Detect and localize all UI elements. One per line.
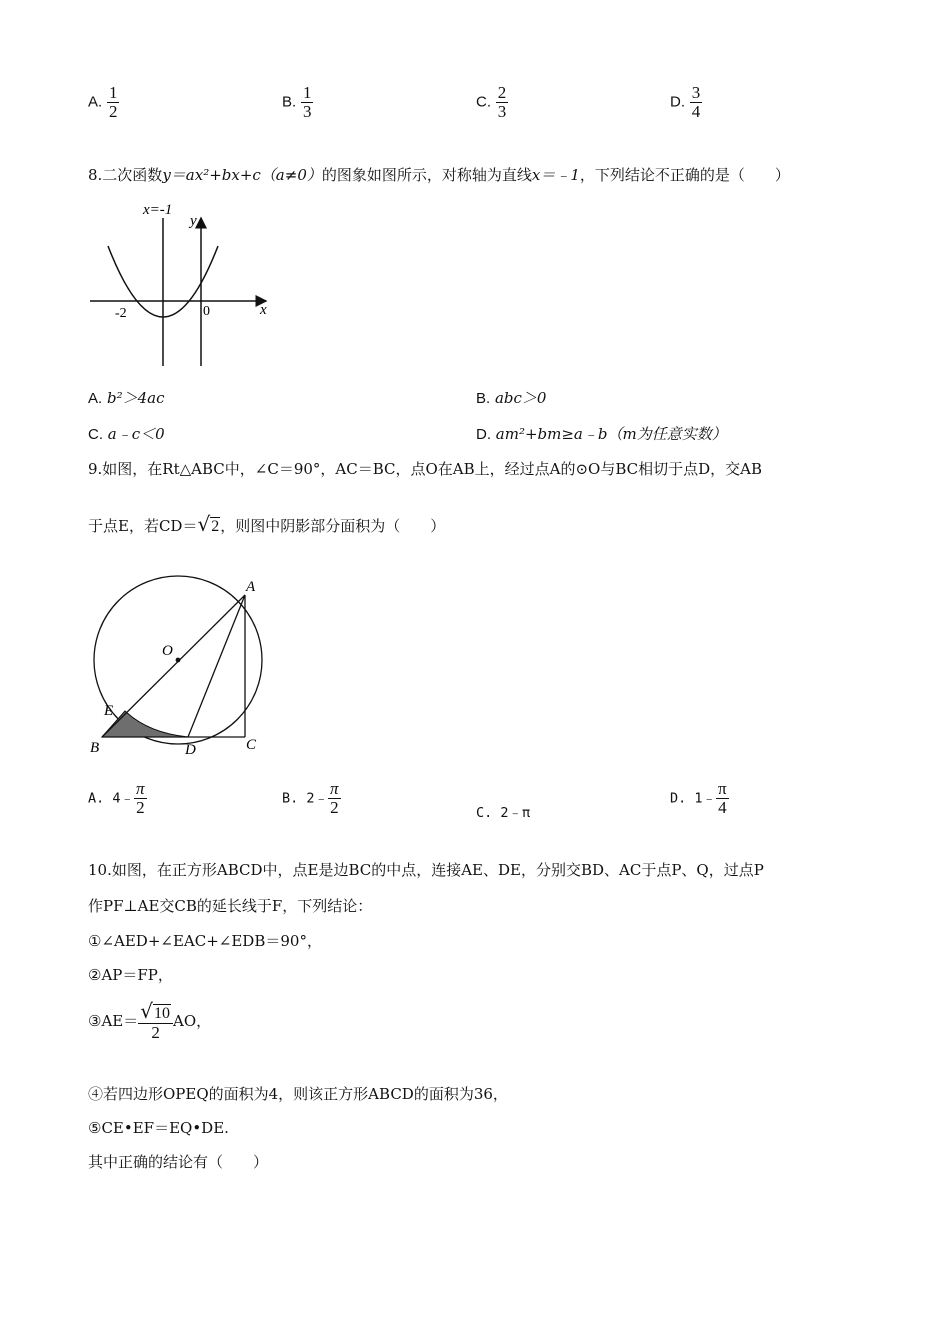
- q7-option-a: [88, 84, 119, 121]
- c3-suffix: AO，: [172, 1012, 212, 1030]
- point-o-label: O: [162, 643, 173, 659]
- numerator: 2: [497, 83, 507, 102]
- q9-stem-part: ，则图中阴影部分面积为（ ）: [220, 517, 446, 535]
- fraction: [496, 84, 509, 121]
- option-label: A.: [88, 390, 103, 407]
- q9-option-b: [282, 780, 341, 817]
- denominator: 4: [716, 798, 729, 817]
- option-label: A.: [88, 790, 105, 807]
- option-label: B.: [476, 390, 491, 407]
- x-axis-label: x: [260, 302, 267, 318]
- q10-question: 其中正确的结论有（ ）: [88, 1153, 269, 1171]
- numerator: 3: [691, 83, 701, 102]
- q9-circle-figure: [88, 565, 288, 760]
- segment-ab: [102, 595, 245, 737]
- q10-conclusion-3: [88, 999, 212, 1042]
- option-text: abc＞0: [494, 389, 547, 407]
- option-label: C.: [88, 426, 103, 443]
- q7-option-d: [670, 84, 702, 121]
- sqrt-10: √10: [140, 999, 170, 1023]
- option-text: a﹣c＜0: [107, 425, 165, 443]
- fraction-sqrt10-over-2: [138, 999, 173, 1042]
- fraction: [134, 780, 147, 817]
- denominator: 3: [497, 102, 507, 121]
- point-c-label: C: [246, 737, 257, 753]
- numerator: 1: [302, 83, 312, 102]
- option-label: D.: [670, 790, 687, 807]
- origin-label: 0: [203, 304, 210, 319]
- denominator: 2: [134, 798, 147, 817]
- fraction: [107, 84, 120, 121]
- q8-stem: [88, 165, 790, 185]
- numerator: π: [330, 779, 339, 798]
- q9-stem-part: 于点E，若CD＝: [88, 517, 198, 535]
- q10-conclusion-5: ⑤CE•EF＝EQ•DE.: [88, 1119, 229, 1137]
- q8-option-b: [476, 387, 546, 408]
- radicand: 2: [211, 518, 220, 535]
- q8-stem-part: ，下列结论不正确的是（ ）: [579, 166, 790, 184]
- q9-stem-line2: [88, 514, 445, 537]
- y-axis-label: y: [190, 213, 197, 229]
- numerator: π: [718, 779, 727, 798]
- fraction: [690, 84, 703, 121]
- c3-prefix: ③AE＝: [88, 1012, 139, 1030]
- q8-parabola-graph: [88, 198, 278, 368]
- symmetry-label: x=-1: [143, 202, 173, 218]
- numerator: [138, 999, 173, 1023]
- q8-axis-eq: x＝﹣1: [531, 166, 580, 184]
- fraction: [301, 84, 314, 121]
- q8-function: y＝ax²+bx+c（a≠0）: [162, 166, 322, 184]
- numerator: 1: [108, 83, 118, 102]
- q9-option-a: [88, 780, 147, 817]
- radicand: 10: [153, 1005, 170, 1022]
- q8-option-d: [476, 423, 727, 444]
- q10-conclusion-2: ②AP＝FP，: [88, 966, 173, 984]
- denominator: 3: [302, 102, 312, 121]
- point-d-label: D: [185, 742, 196, 758]
- denominator: 2: [328, 798, 341, 817]
- tick-label-neg2: -2: [115, 306, 127, 321]
- option-label: B.: [282, 790, 299, 807]
- q10-stem-line1: 10.如图，在正方形ABCD中，点E是边BC的中点，连接AE、DE，分别交BD、AC于点P、Q，过点P: [88, 861, 764, 879]
- option-prefix: 2﹣: [306, 790, 329, 807]
- point-e-label: E: [104, 703, 114, 719]
- q10-stem-line2: 作PF⊥AE交CB的延长线于F，下列结论：: [88, 897, 373, 915]
- q9-stem-line1: 9.如图，在Rt△ABC中，∠C＝90°，AC＝BC，点O在AB上，经过点A的⊙O与BC相切于点D，交AB: [88, 460, 763, 478]
- numerator: π: [136, 779, 145, 798]
- option-text: am²+bm≥a﹣b（m为任意实数）: [495, 425, 727, 443]
- option-text: b²＞4ac: [106, 389, 165, 407]
- center-o-dot: [176, 658, 181, 663]
- option-label: C.: [476, 93, 491, 111]
- option-prefix: 4﹣: [112, 790, 135, 807]
- q8-stem-part: 的图象如图所示，对称轴为直线: [321, 166, 532, 184]
- q8-option-c: [88, 423, 165, 444]
- q10-conclusion-4: ④若四边形OPEQ的面积为4，则该正方形ABCD的面积为36，: [88, 1085, 508, 1103]
- q9-option-c: [476, 801, 530, 821]
- option-label: B.: [282, 93, 297, 111]
- sqrt-2: √2: [197, 512, 220, 536]
- point-b-label: B: [90, 740, 100, 756]
- denominator: 2: [138, 1023, 173, 1042]
- q8-option-a: [88, 387, 164, 408]
- option-label: C.: [476, 805, 493, 821]
- segment-ad: [188, 595, 245, 737]
- fraction: [716, 780, 729, 817]
- denominator: 4: [691, 102, 701, 121]
- denominator: 2: [108, 102, 118, 121]
- option-label: A.: [88, 93, 103, 111]
- option-prefix: 1﹣: [694, 790, 717, 807]
- fraction: [328, 780, 341, 817]
- point-a-label: A: [246, 579, 256, 595]
- option-label: D.: [670, 93, 685, 111]
- option-label: D.: [476, 426, 491, 443]
- q8-stem-part: 8.二次函数: [88, 166, 163, 184]
- option-text: 2﹣π: [500, 805, 531, 821]
- q7-option-b: [282, 84, 313, 121]
- q10-conclusion-1: ①∠AED+∠EAC+∠EDB＝90°，: [88, 932, 322, 950]
- q7-option-c: [476, 84, 508, 121]
- q9-option-d: [670, 780, 729, 817]
